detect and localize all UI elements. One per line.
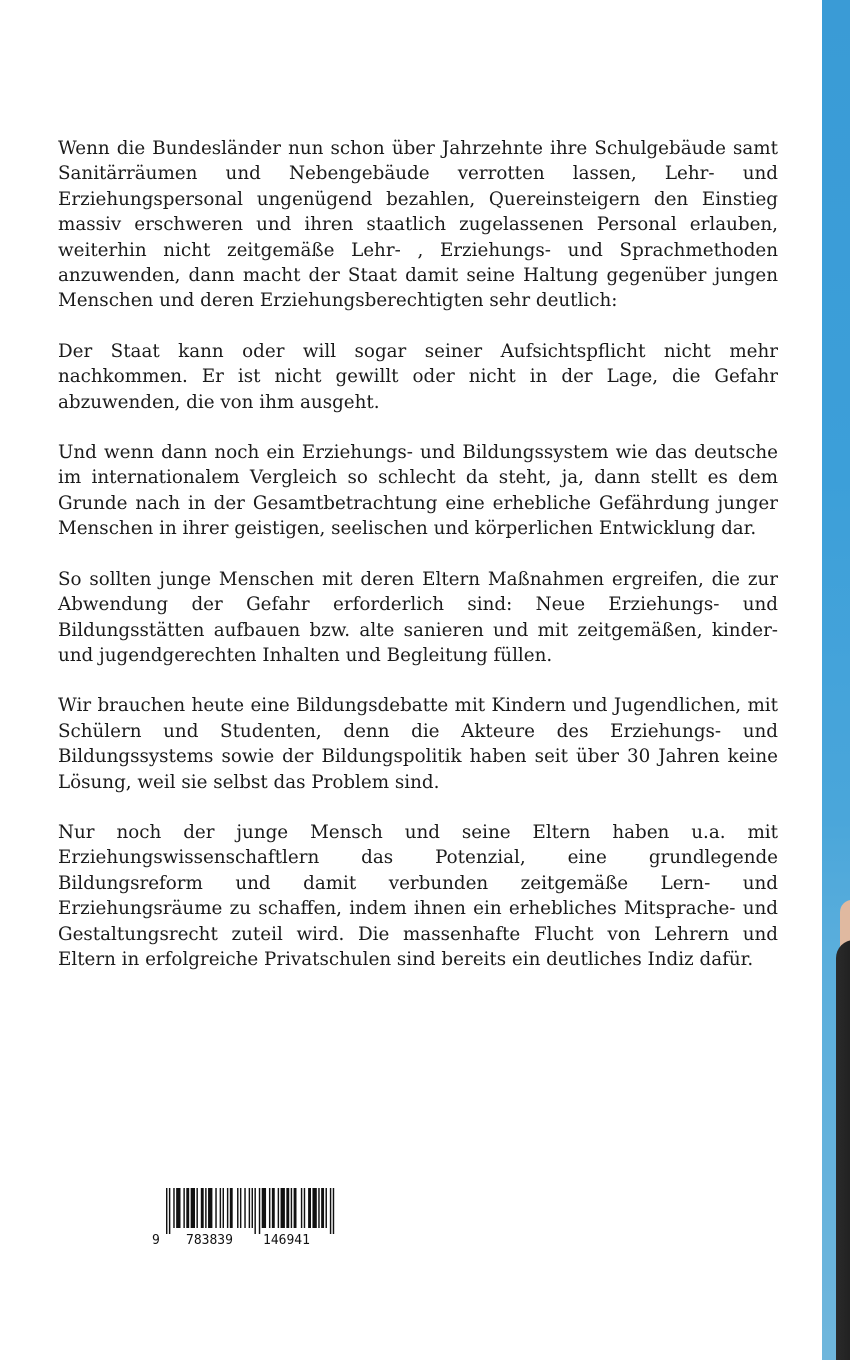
barcode-bar bbox=[308, 1188, 311, 1228]
barcode-bar bbox=[166, 1188, 167, 1234]
barcode-bar bbox=[304, 1188, 305, 1228]
barcode-bar bbox=[201, 1188, 204, 1228]
barcode-bar bbox=[269, 1188, 270, 1228]
barcode-bar bbox=[294, 1188, 297, 1228]
barcode-bar bbox=[240, 1188, 241, 1228]
barcode-bar bbox=[173, 1188, 174, 1228]
barcode-bar bbox=[254, 1188, 255, 1234]
barcode-graphic bbox=[152, 1188, 336, 1248]
barcode-bar bbox=[223, 1188, 224, 1228]
barcode-bar bbox=[244, 1188, 245, 1228]
barcode-bar bbox=[230, 1188, 233, 1228]
barcode-bar bbox=[215, 1188, 216, 1228]
barcode-bar bbox=[286, 1188, 289, 1228]
barcode-bar bbox=[291, 1188, 292, 1228]
barcode-bar bbox=[183, 1188, 184, 1228]
barcode-bar bbox=[281, 1188, 285, 1228]
paragraph-2: Der Staat kann oder will sogar seiner Aufsichtspflicht nicht mehr nachkommen. Er ist nicht gewillt oder nicht in der Lage, die Gefahr abzuwenden, die von ihm ausgeht. bbox=[58, 340, 778, 413]
paragraph-6: Nur noch der junge Mensch und seine Eltern haben u.a. mit Erziehungswissenschaftlern das Potenzial, eine grundlegende Bildungsreform und damit verbunden zeitgemäße Lern- und Erziehungsräume zu schaffen, indem ihnen ein erhebliches Mitsprache- und Gestaltungsrecht zuteil wird. Die massenhafte Flucht von Lehrern und Eltern in erfolgreiche Privatschulen sind bereits ein deutliches Indiz dafür. bbox=[58, 821, 778, 970]
barcode-bar bbox=[333, 1188, 334, 1234]
isbn-barcode bbox=[152, 1188, 336, 1248]
barcode-bar bbox=[176, 1188, 180, 1228]
paragraph-1: Wenn die Bundesländer nun schon über Jahrzehnte ihre Schulgebäude samt Sanitärräumen und Nebengebäude verrotten lassen, Lehr- und Erziehungspersonal ungenügend bezahlen, Quereinsteigern den Einstieg massiv erschweren und ihren staatlich zugelassenen Personal erlauben, weiterhin nicht zeitgemäße Lehr- , Erziehungs- und Sprachmethoden anzuwenden, dann macht der Staat damit seine Haltung gegenüber jungen Menschen und deren Erziehungsberechtigten sehr deutlich: bbox=[58, 138, 778, 312]
paragraph-5: Wir brauchen heute eine Bildungsdebatte mit Kindern und Jugendlichen, mit Schülern und Studenten, denn die Akteure des Erziehungs- und Bildungssystems sowie der Bildungspolitik haben seit über 30 Jahren keine Lösung, weil sie selbst das Problem sind. bbox=[58, 695, 778, 793]
barcode-bar bbox=[196, 1188, 197, 1228]
barcode-bar bbox=[321, 1188, 324, 1228]
barcode-bars bbox=[166, 1188, 334, 1234]
barcode-bar bbox=[330, 1188, 331, 1234]
barcode-bar bbox=[249, 1188, 250, 1228]
barcode-bar bbox=[186, 1188, 189, 1228]
barcode-digits-group-1: 783839 bbox=[186, 1233, 233, 1248]
cover-photo-figure bbox=[836, 940, 850, 1360]
barcode-bar bbox=[205, 1188, 206, 1228]
blurb-text bbox=[58, 136, 778, 997]
barcode-bar bbox=[208, 1188, 212, 1228]
barcode-bar bbox=[227, 1188, 228, 1228]
barcode-bar bbox=[237, 1188, 238, 1228]
cover-image-edge bbox=[822, 0, 850, 1360]
paragraph-3: Und wenn dann noch ein Erziehungs- und Bildungssystem wie das deutsche im internationalem Vergleich so schlecht da steht, ja, dann stellt es dem Grunde nach in der Gesamtbetrachtung eine erhebliche Gefährdung junger Menschen in ihrer geistigen, seelischen und körperlichen Entwicklung dar. bbox=[58, 442, 778, 540]
barcode-bar bbox=[262, 1188, 266, 1228]
barcode-bar bbox=[318, 1188, 319, 1228]
barcode-bar bbox=[272, 1188, 275, 1228]
barcode-bar bbox=[252, 1188, 253, 1228]
barcode-bar bbox=[220, 1188, 221, 1228]
barcode-bar bbox=[301, 1188, 302, 1228]
barcode-bar bbox=[259, 1188, 260, 1234]
barcode-bar bbox=[169, 1188, 170, 1234]
barcode-bar bbox=[312, 1188, 316, 1228]
paragraph-4: So sollten junge Menschen mit deren Eltern Maßnahmen ergreifen, die zur Abwendung der Gefahr erforderlich sind: Neue Erziehungs- und Bildungsstätten aufbauen bzw. alte sanieren und mit zeitgemäßen, kinder- und jugendgerechten Inhalten und Begleitung füllen. bbox=[58, 568, 778, 666]
barcode-bar bbox=[191, 1188, 195, 1228]
barcode-bar bbox=[326, 1188, 327, 1228]
barcode-digits-group-2: 146941 bbox=[263, 1233, 310, 1248]
barcode-bar bbox=[278, 1188, 279, 1228]
barcode-lead-digit: 9 bbox=[152, 1233, 160, 1248]
